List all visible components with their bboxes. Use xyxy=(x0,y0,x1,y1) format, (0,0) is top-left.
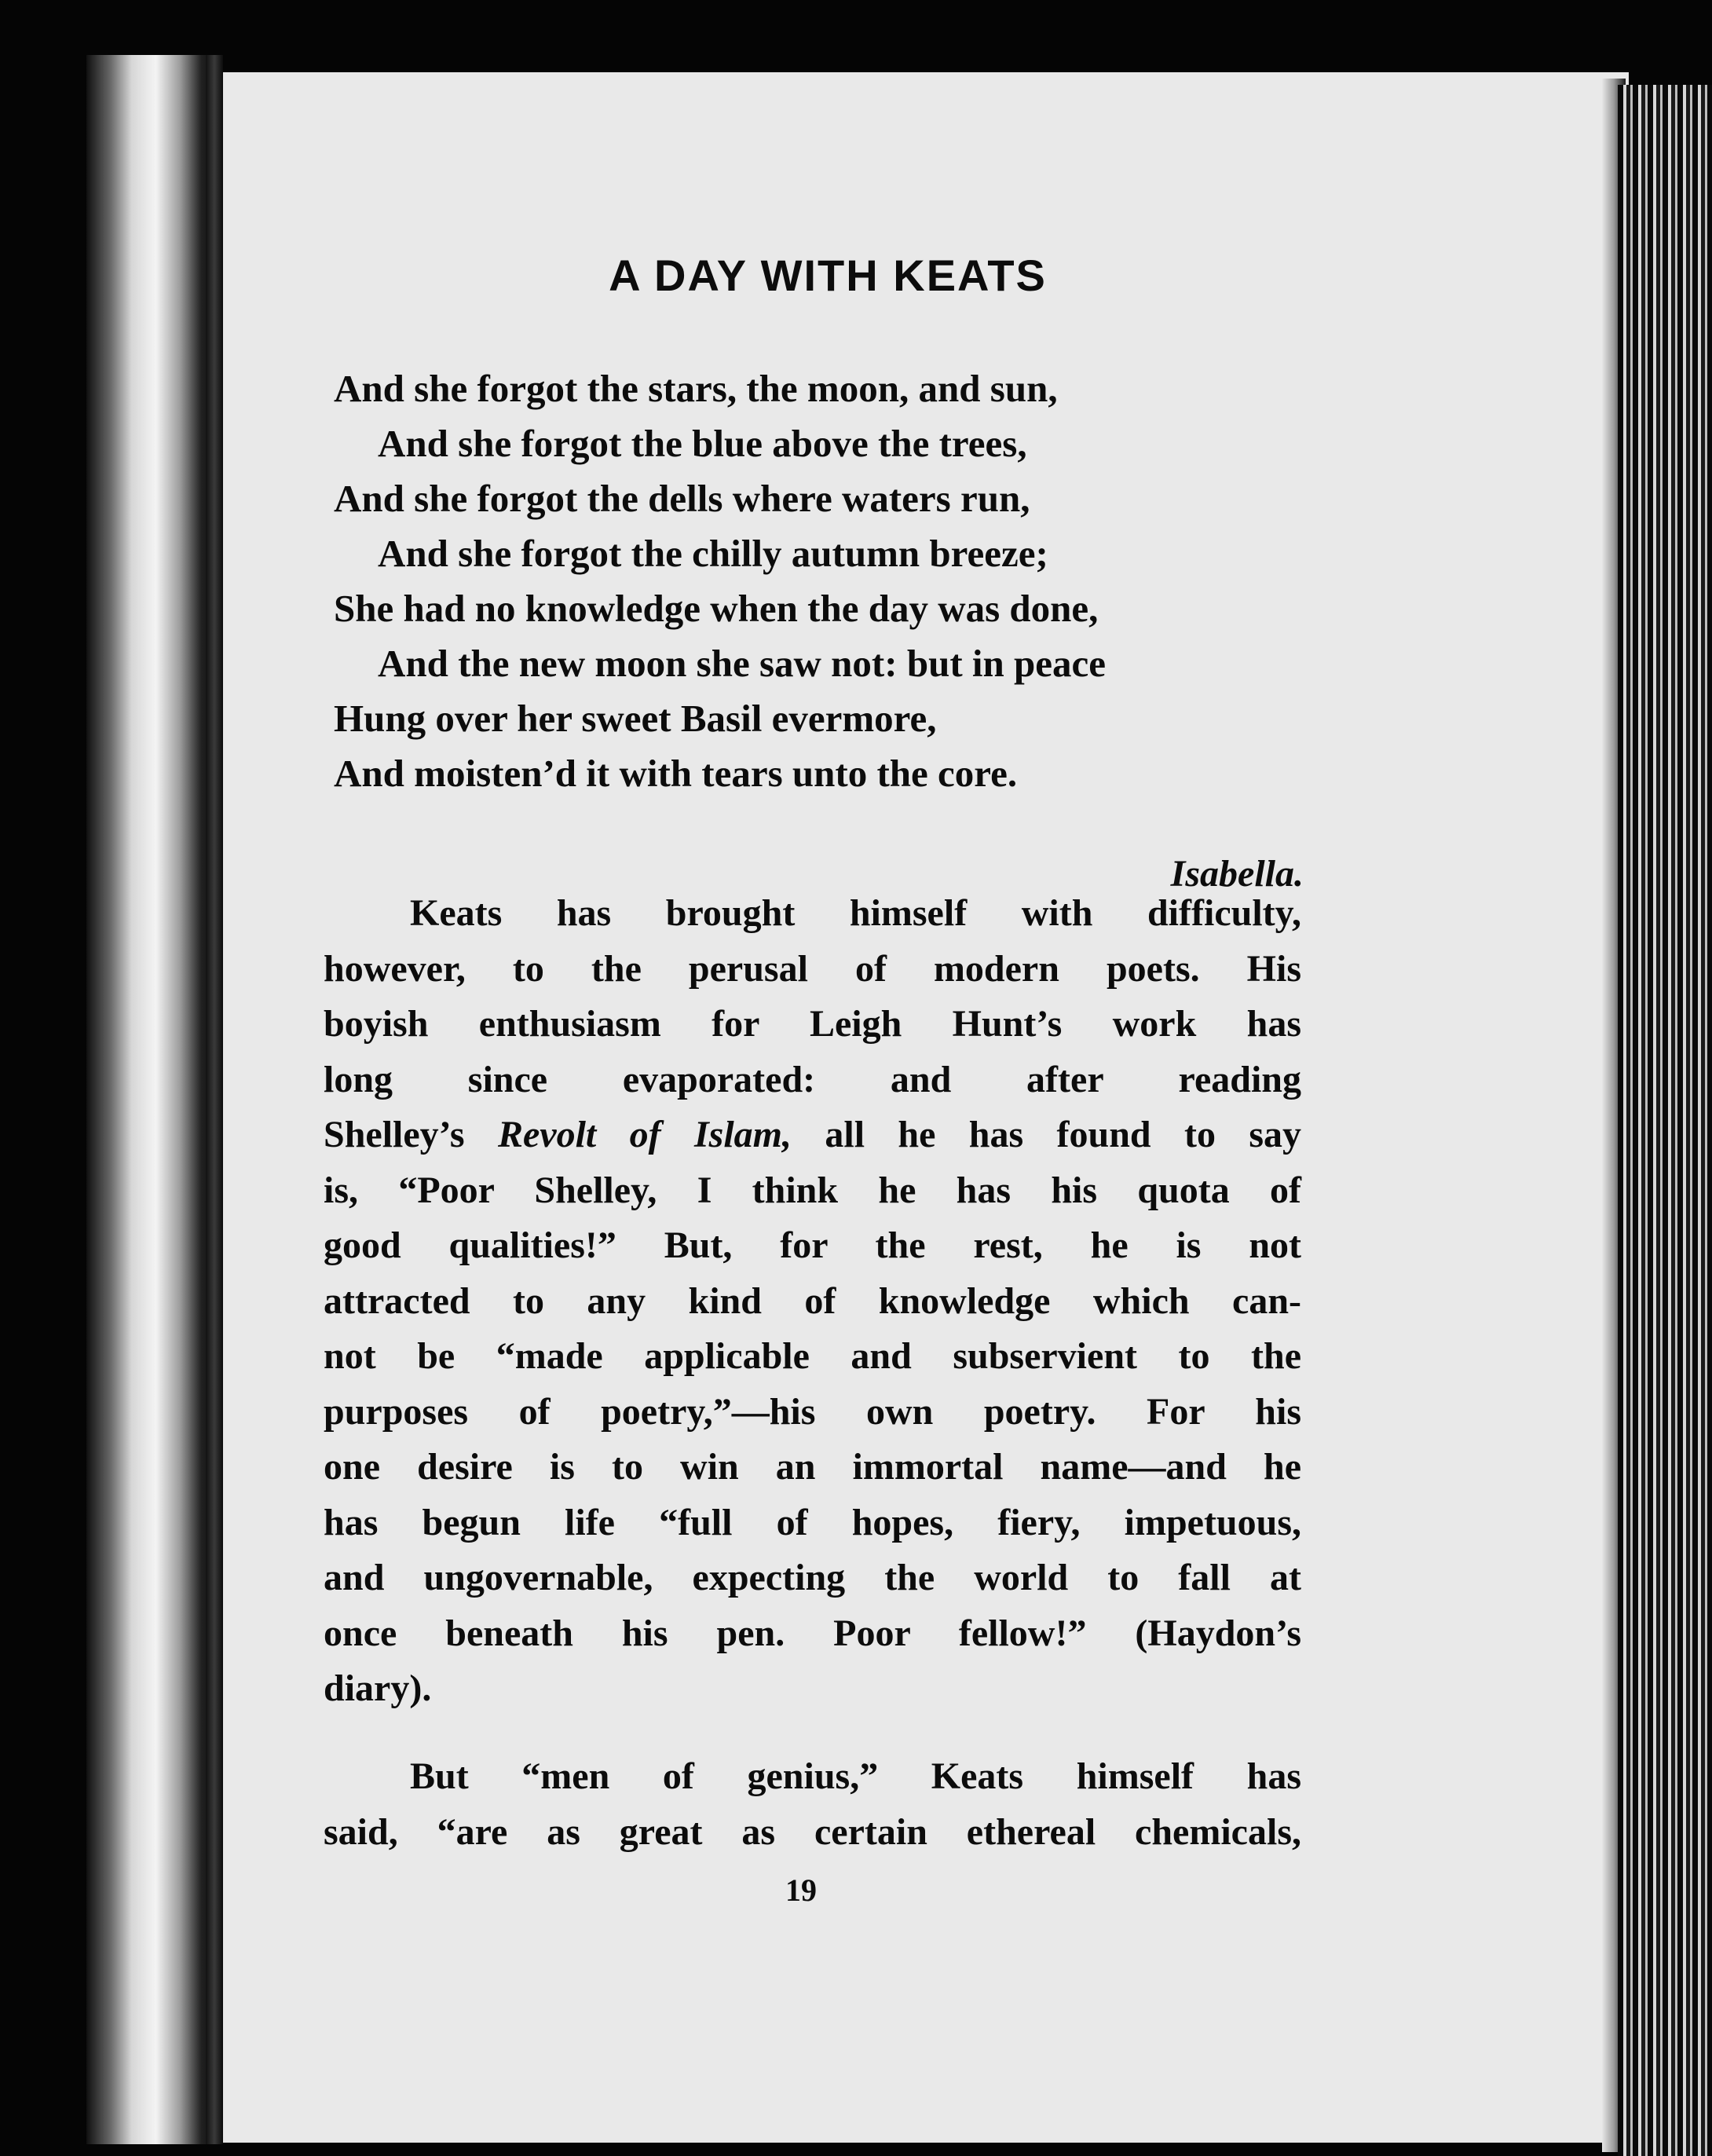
verse-stanza xyxy=(334,361,1308,801)
text-run: all he has found to say xyxy=(825,1114,1302,1155)
verse-line: And moisten’d it with tears unto the core. xyxy=(334,752,1018,795)
paragraph-line: long since evaporated: and after reading xyxy=(324,1058,1301,1100)
paragraph-line: Keats has brought himself with difficulty, xyxy=(410,892,1301,934)
verse-line: She had no knowledge when the day was done, xyxy=(334,587,1099,630)
paragraph-line: But “men of genius,” Keats himself has xyxy=(410,1755,1301,1797)
paragraph-line: however, to the perusal of modern poets. His xyxy=(324,947,1301,990)
page-number: 19 xyxy=(785,1872,817,1908)
paragraph-line: not be “made applicable and subservient to the xyxy=(324,1335,1301,1377)
verse-line: And she forgot the dells where waters run, xyxy=(334,477,1030,520)
verse-line: And she forgot the stars, the moon, and sun, xyxy=(334,367,1058,410)
verse-line: And the new moon she saw not: but in peace xyxy=(378,642,1107,685)
paragraph-line: and ungovernable, expecting the world to fall at xyxy=(324,1557,1301,1598)
paragraph-line: diary). xyxy=(324,1667,432,1709)
verse-line: And she forgot the blue above the trees, xyxy=(378,422,1027,465)
verse-attribution: Isabella. xyxy=(1170,853,1304,895)
paragraph-line xyxy=(324,1107,1301,1163)
paragraph-line: attracted to any kind of knowledge which can- xyxy=(324,1279,1301,1322)
paragraph-1 xyxy=(324,886,1301,1717)
work-title: Revolt of Islam, xyxy=(497,1114,792,1155)
paragraph-line: purposes of poetry,”—his own poetry. For his xyxy=(324,1390,1301,1433)
paragraph-line: is, “Poor Shelley, I think he has his quota of xyxy=(324,1169,1301,1211)
paragraph-line: boyish enthusiasm for Leigh Hunt’s work has xyxy=(324,1003,1301,1045)
paragraph-line: good qualities!” But, for the rest, he is not xyxy=(324,1224,1301,1266)
paragraph-line: said, “are as great as certain ethereal chemicals, xyxy=(324,1810,1301,1853)
verse-line: And she forgot the chilly autumn breeze; xyxy=(378,532,1048,575)
paragraph-line: once beneath his pen. Poor fellow!” (Haydon’s xyxy=(324,1612,1301,1654)
paragraph-2 xyxy=(324,1749,1301,1860)
paragraph-line: one desire is to win an immortal name—and he xyxy=(324,1446,1301,1488)
verse-line: Hung over her sweet Basil evermore, xyxy=(334,697,937,740)
running-head: A DAY WITH KEATS xyxy=(609,251,1047,300)
text-run: Shelley’s xyxy=(324,1114,465,1155)
paragraph-line: has begun life “full of hopes, fiery, impetuous, xyxy=(324,1501,1301,1543)
